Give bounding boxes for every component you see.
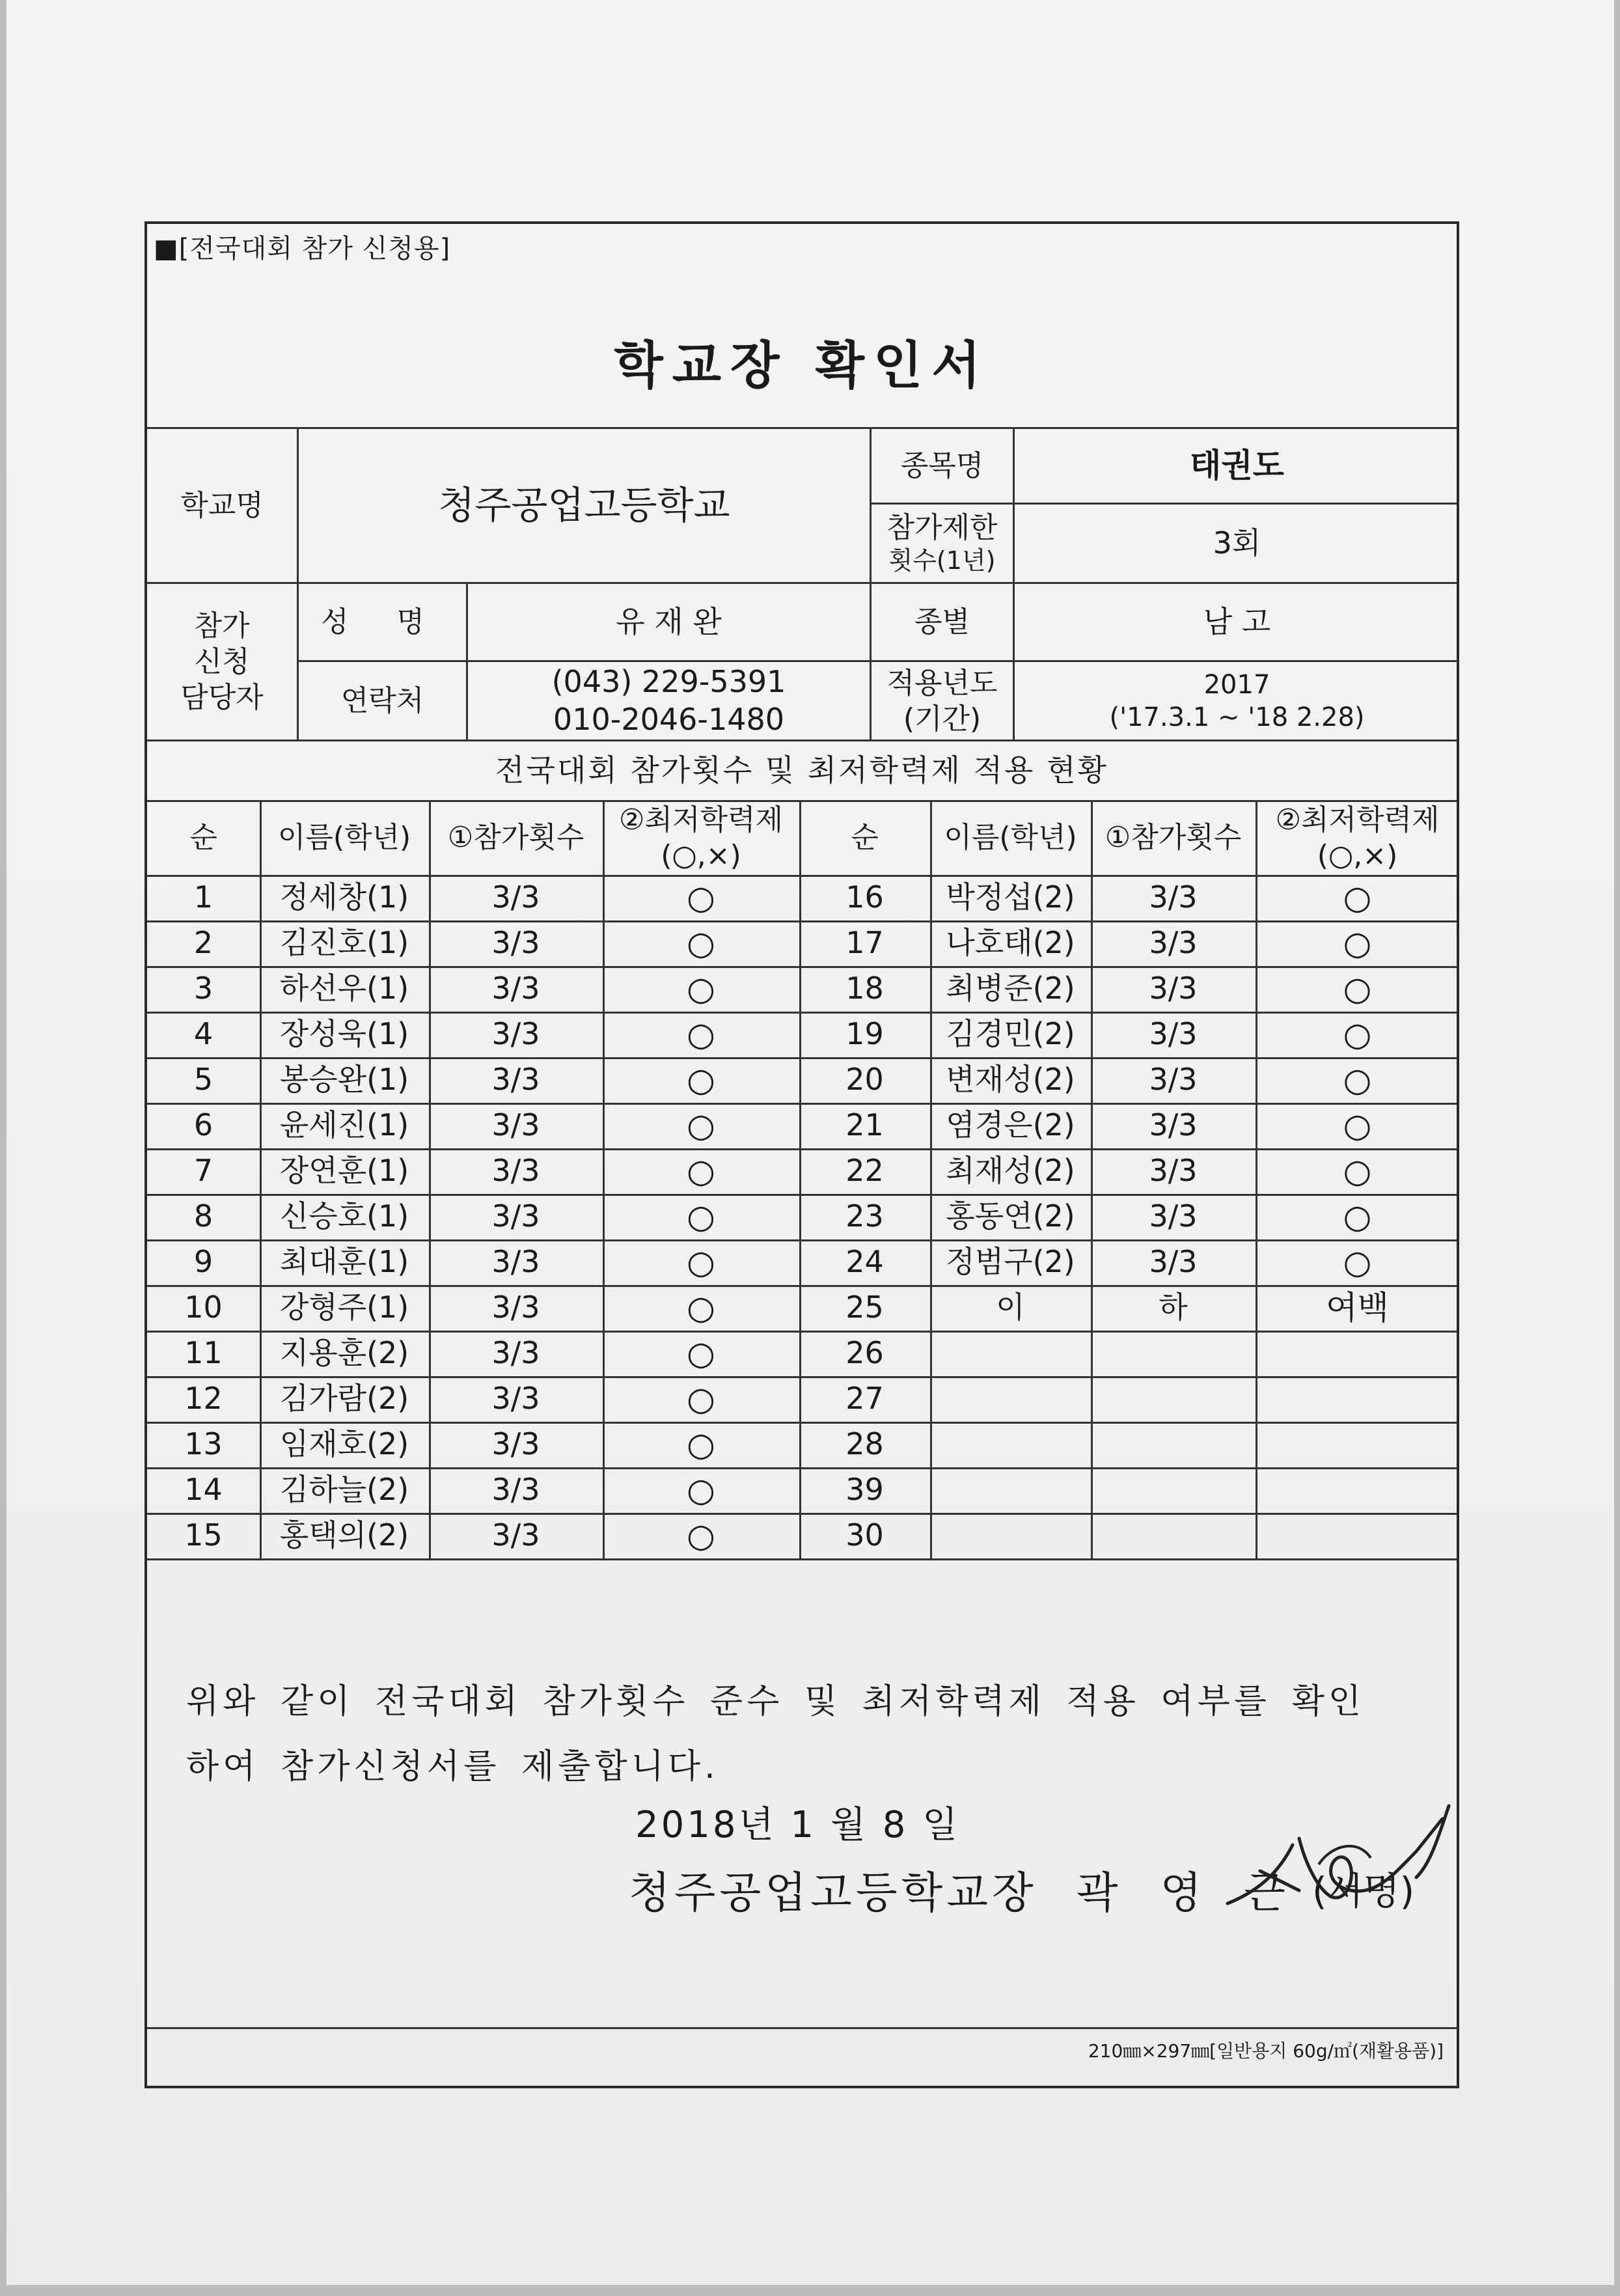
date: 2018년 1 월 8 일 [635, 1804, 961, 1846]
student-name: 나호태(2) [946, 925, 1075, 961]
header-no: 순 [189, 821, 217, 854]
form-frame [144, 221, 1459, 2088]
student-name: 김진호(1) [279, 925, 409, 961]
participation-count: 3/3 [1149, 1198, 1198, 1234]
category-value: 남 고 [1203, 603, 1271, 639]
header-academic-line2: (○,×) [1317, 838, 1398, 872]
page-title: 학교장 확인서 [614, 337, 990, 395]
student-name: 하선우(1) [279, 971, 409, 1006]
year-label [872, 662, 1013, 740]
row-number: 7 [193, 1153, 213, 1189]
statement [186, 1669, 1423, 1799]
header-count: ①참가횟수 [447, 821, 584, 854]
row-number: 26 [845, 1335, 884, 1371]
student-name [930, 1422, 1091, 1467]
principal-name: 곽 영 근 [1076, 1868, 1300, 1918]
student-name [930, 1467, 1091, 1513]
row-number: 8 [193, 1198, 213, 1234]
form-tag: ■[전국대회 참가 신청용] [154, 234, 451, 264]
student-name: 정세창(1) [279, 879, 409, 915]
academic-mark: ○ [687, 924, 715, 962]
student-name: 최병준(2) [946, 971, 1075, 1006]
row-number: 19 [845, 1016, 884, 1052]
student-name: 장연훈(1) [279, 1153, 409, 1189]
academic-mark: ○ [1343, 1106, 1372, 1144]
header-name: 이름(학년) [277, 821, 411, 854]
academic-mark: ○ [687, 1197, 715, 1236]
row-number: 17 [845, 925, 884, 961]
row-number: 28 [845, 1426, 884, 1462]
participation-count: 3/3 [491, 1244, 540, 1280]
sport-label: 종목명 [900, 449, 984, 482]
student-name: 김경민(2) [946, 1016, 1075, 1052]
limit-value: 3회 [1213, 525, 1261, 560]
header-academic [1256, 800, 1459, 875]
participation-count [1091, 1331, 1256, 1376]
academic-mark: ○ [687, 969, 715, 1008]
participation-count: 3/3 [491, 1153, 540, 1189]
row-number: 30 [845, 1517, 884, 1553]
principal-title: 청주공업고등학교장 [629, 1868, 1037, 1918]
row-number: 25 [845, 1290, 884, 1325]
student-name: 정범구(2) [946, 1244, 1075, 1280]
academic-mark: ○ [1343, 969, 1372, 1008]
academic-mark: ○ [687, 1060, 715, 1099]
statement-line1: 위와 같이 전국대회 참가횟수 준수 및 최저학력제 적용 여부를 확인 [186, 1682, 1366, 1721]
participation-count: 3/3 [1149, 1244, 1198, 1280]
academic-mark: ○ [1343, 1243, 1372, 1281]
phone-2: 010-2046-1480 [553, 701, 785, 737]
principal-line [629, 1858, 1300, 1920]
limit-label-line1: 참가제한 [886, 511, 998, 545]
participation-count [1091, 1513, 1256, 1558]
academic-mark: ○ [1343, 1060, 1372, 1099]
phone-values [468, 662, 870, 740]
student-name: 장성욱(1) [279, 1016, 409, 1052]
participation-count: 3/3 [491, 925, 540, 961]
row-number: 10 [184, 1290, 223, 1325]
year-label-line1: 적용년도 [886, 666, 998, 700]
student-name: 최재성(2) [946, 1153, 1075, 1189]
row-number: 39 [845, 1472, 884, 1508]
participation-count: 3/3 [1149, 1153, 1198, 1189]
participation-count: 3/3 [1149, 925, 1198, 961]
limit-label [872, 505, 1013, 582]
student-name: 이 [996, 1290, 1025, 1325]
academic-mark: ○ [687, 1152, 715, 1190]
participation-count: 3/3 [1149, 1062, 1198, 1098]
participation-count: 3/3 [1149, 1016, 1198, 1052]
academic-mark: ○ [1343, 924, 1372, 962]
participation-count: 3/3 [491, 1198, 540, 1234]
phone-1: (043) 229-5391 [551, 664, 786, 699]
student-name [930, 1376, 1091, 1422]
student-name: 박정섭(2) [946, 879, 1075, 915]
row-number: 9 [193, 1244, 213, 1280]
academic-mark: ○ [687, 1379, 715, 1418]
student-name [930, 1513, 1091, 1558]
student-name: 김하늘(2) [279, 1472, 409, 1508]
participation-count: 3/3 [1149, 971, 1198, 1006]
contact-name: 유 재 완 [616, 603, 722, 639]
academic-mark [1256, 1376, 1459, 1422]
header-no: 순 [851, 821, 879, 854]
student-name: 봉승완(1) [279, 1062, 409, 1098]
header-academic-line1: ②최저학력제 [619, 803, 783, 837]
participation-count: 3/3 [491, 1426, 540, 1462]
row-number: 13 [184, 1426, 223, 1462]
row-number: 22 [845, 1153, 884, 1189]
participation-count: 3/3 [1149, 1107, 1198, 1143]
participation-count: 3/3 [1149, 879, 1198, 915]
row-number: 12 [184, 1381, 223, 1417]
academic-mark: ○ [687, 1015, 715, 1053]
limit-label-line2: 횟수(1년) [888, 546, 996, 575]
participation-count [1091, 1376, 1256, 1422]
row-number: 18 [845, 971, 884, 1006]
row-number: 6 [193, 1107, 213, 1143]
academic-mark: ○ [687, 1106, 715, 1144]
academic-mark: ○ [687, 1334, 715, 1372]
row-number: 21 [845, 1107, 884, 1143]
row-number: 2 [193, 925, 213, 961]
statement-line2: 하여 참가신청서를 제출합니다. [186, 1747, 719, 1786]
participation-count: 3/3 [491, 1290, 540, 1325]
year-1: 2017 [1203, 669, 1270, 700]
academic-mark: ○ [1343, 878, 1372, 917]
participation-count: 하 [1159, 1290, 1188, 1325]
signature [1221, 1793, 1455, 1923]
student-name: 홍동연(2) [946, 1198, 1075, 1234]
header-academic-line2: (○,×) [661, 838, 741, 872]
contact-group-line2: 신청 [194, 645, 250, 678]
participation-count: 3/3 [491, 1062, 540, 1098]
row-number: 14 [184, 1472, 223, 1508]
row-number: 1 [193, 879, 213, 915]
row-number: 11 [184, 1335, 223, 1371]
row-number: 5 [193, 1062, 213, 1098]
row-number: 20 [845, 1062, 884, 1098]
row-number: 15 [184, 1517, 223, 1553]
row-number: 27 [845, 1381, 884, 1417]
student-name: 김가람(2) [279, 1381, 409, 1417]
student-name: 지용훈(2) [279, 1335, 409, 1371]
seal-text: (서명) [1312, 1869, 1415, 1913]
student-name: 변재성(2) [946, 1062, 1075, 1098]
academic-mark [1256, 1467, 1459, 1513]
participation-count: 3/3 [491, 1381, 540, 1417]
name-label: 성 명 [321, 605, 444, 639]
academic-mark: ○ [1343, 1152, 1372, 1190]
participation-count: 3/3 [491, 1107, 540, 1143]
participation-count: 3/3 [491, 1517, 540, 1553]
academic-mark: ○ [1343, 1197, 1372, 1236]
participation-count: 3/3 [491, 879, 540, 915]
academic-mark: ○ [687, 1471, 715, 1509]
student-name: 임재호(2) [279, 1426, 409, 1462]
academic-mark [1256, 1513, 1459, 1558]
academic-mark: ○ [687, 1516, 715, 1555]
paper [7, 0, 1614, 2285]
student-name: 염경은(2) [946, 1107, 1075, 1143]
school-label: 학교명 [180, 489, 264, 522]
header-name: 이름(학년) [944, 821, 1077, 854]
year-2: ('17.3.1 ~ '18 2.28) [1109, 702, 1365, 732]
participation-count: 3/3 [491, 1335, 540, 1371]
row-number: 24 [845, 1244, 884, 1280]
student-name: 윤세진(1) [279, 1107, 409, 1143]
student-name [930, 1331, 1091, 1376]
header-academic-line1: ②최저학력제 [1275, 803, 1440, 837]
row-number: 23 [845, 1198, 884, 1234]
contact-group-line1: 참가 [194, 609, 250, 643]
sport-value: 태권도 [1190, 447, 1284, 485]
student-name: 신승호(1) [279, 1198, 409, 1234]
academic-mark: ○ [687, 1288, 715, 1327]
contact-group-line3: 담당자 [180, 681, 264, 714]
academic-mark: 여백 [1326, 1288, 1389, 1327]
year-values [1015, 662, 1459, 740]
academic-mark: ○ [687, 1243, 715, 1281]
academic-mark [1256, 1331, 1459, 1376]
section-title: 전국대회 참가횟수 및 최저학력제 적용 현황 [495, 753, 1108, 788]
school-name: 청주공업고등학교 [438, 483, 730, 528]
participation-count: 3/3 [491, 1472, 540, 1508]
academic-mark: ○ [687, 878, 715, 917]
contact-group-label [147, 584, 297, 740]
row-number: 3 [193, 971, 213, 1006]
participation-count [1091, 1467, 1256, 1513]
participation-count: 3/3 [491, 971, 540, 1006]
paper-spec: 210㎜×297㎜[일반용지 60g/㎡(재활용품)] [1088, 2040, 1444, 2062]
year-label-line2: (기간) [903, 702, 982, 736]
participation-count [1091, 1422, 1256, 1467]
academic-mark [1256, 1422, 1459, 1467]
participation-count: 3/3 [491, 1016, 540, 1052]
phone-label: 연락처 [340, 684, 424, 717]
row-number: 4 [193, 1016, 213, 1052]
row-number: 16 [845, 879, 884, 915]
academic-mark: ○ [1343, 1015, 1372, 1053]
header-count: ①참가횟수 [1105, 821, 1242, 854]
category-label: 종별 [914, 605, 970, 639]
student-name: 강형주(1) [279, 1290, 409, 1325]
header-academic [603, 800, 799, 875]
academic-mark: ○ [687, 1425, 715, 1463]
student-name: 홍택의(2) [279, 1517, 409, 1553]
student-name: 최대훈(1) [279, 1244, 409, 1280]
